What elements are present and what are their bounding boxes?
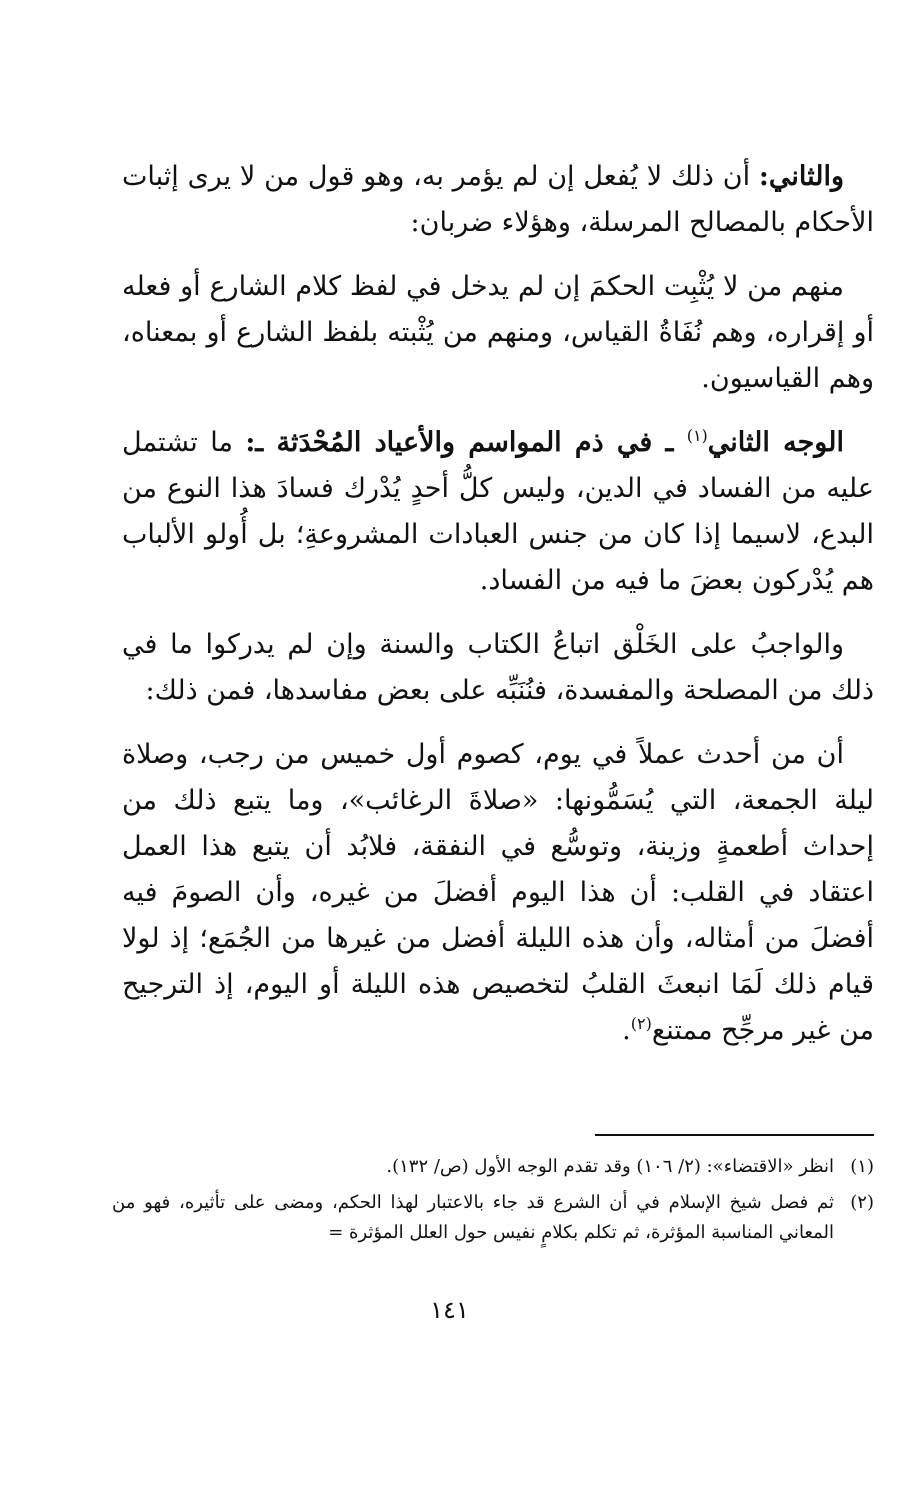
paragraph-3 [122,420,874,604]
footnote-number: (٢) [850,1192,874,1213]
paragraph-lead: والثاني: [758,161,844,192]
paragraph-5 [122,732,874,1054]
footnote-text: ثم فصل شيخ الإسلام في أن الشرع قد جاء بالاعتبار لهذا الحكم، ومضى على تأثيره، فهو من المعاني المناسبة المؤثرة، ثم تكلم بكلامٍ نفيس حول العلل المؤثرة = [112,1192,834,1243]
footnote-reference-1[interactable]: (١) [686,426,708,445]
paragraph-2 [122,264,874,402]
paragraph-text: والواجبُ على الخَلْق اتباعُ الكتاب والسنة وإن لم يدركوا ما في ذلك من المصلحة والمفسدة، فنُنَبِّه على بعض مفاسدها، فمن ذلك: [122,629,874,706]
page-number: ١٤١ [430,1296,469,1324]
paragraph-4 [122,622,874,714]
paragraph-tail: . [622,1015,631,1046]
paragraph-text: منهم من لا يُثْبِت الحكمَ إن لم يدخل في لفظ كلام الشارع أو فعله أو إقراره، وهم نُفَاةُ القياس، ومنهم من يُثْبته بلفظ الشارع أو بمعناه، وهم القياسيون. [122,271,874,394]
section-heading: ـ في ذم المواسم والأعياد المُحْدَثة ـ: [245,427,687,458]
footnote-reference-2[interactable]: (٢) [630,1014,652,1033]
paragraph-text: ما تشتمل عليه من الفساد في الدين، وليس كلُّ أحدٍ يُدْرك فسادَ هذا النوع من البدع، لاسيما إذا كان من جنس العبادات المشروعةِ؛ بل أُولو الألباب هم يُدْركون بعضَ ما فيه من الفساد. [122,427,874,596]
footnotes [112,1152,874,1254]
paragraph-1 [122,154,874,246]
paragraph-lead: الوجه الثاني [707,427,844,458]
footnote-1 [112,1152,874,1182]
footnote-text: انظر «الاقتضاء»: (٢/ ١٠٦) وقد تقدم الوجه الأول (ص/ ١٣٢). [386,1156,834,1177]
footnote-2 [112,1188,874,1248]
footnote-divider [595,1134,874,1136]
paragraph-text: أن من أحدث عملاً في يوم، كصوم أول خميس من رجب، وصلاة ليلة الجمعة، التي يُسَمُّونها: «صلاةَ الرغائب»، وما يتبع ذلك من إحداث أطعمةٍ وزينة، وتوسُّع في النفقة، فلابُد أن يتبع هذا العمل اعتقاد في القلب: أن هذا اليوم أفضلَ من غيره، وأن الصومَ فيه أفضلَ من أمثاله، وأن هذه الليلة أفضل من غيرها من الجُمَع؛ إذ لولا قيام ذلك لَمَا انبعثَ القلبُ لتخصيص هذه الليلة أو اليوم، إذ الترجيح من غير مرجِّح ممتنع [122,739,874,1046]
footnote-number: (١) [850,1156,874,1177]
paragraph-text: أن ذلك لا يُفعل إن لم يؤمر به، وهو قول من لا يرى إثبات الأحكام بالمصالح المرسلة، وهؤلاء ضربان: [122,161,874,238]
main-text [122,154,874,1072]
